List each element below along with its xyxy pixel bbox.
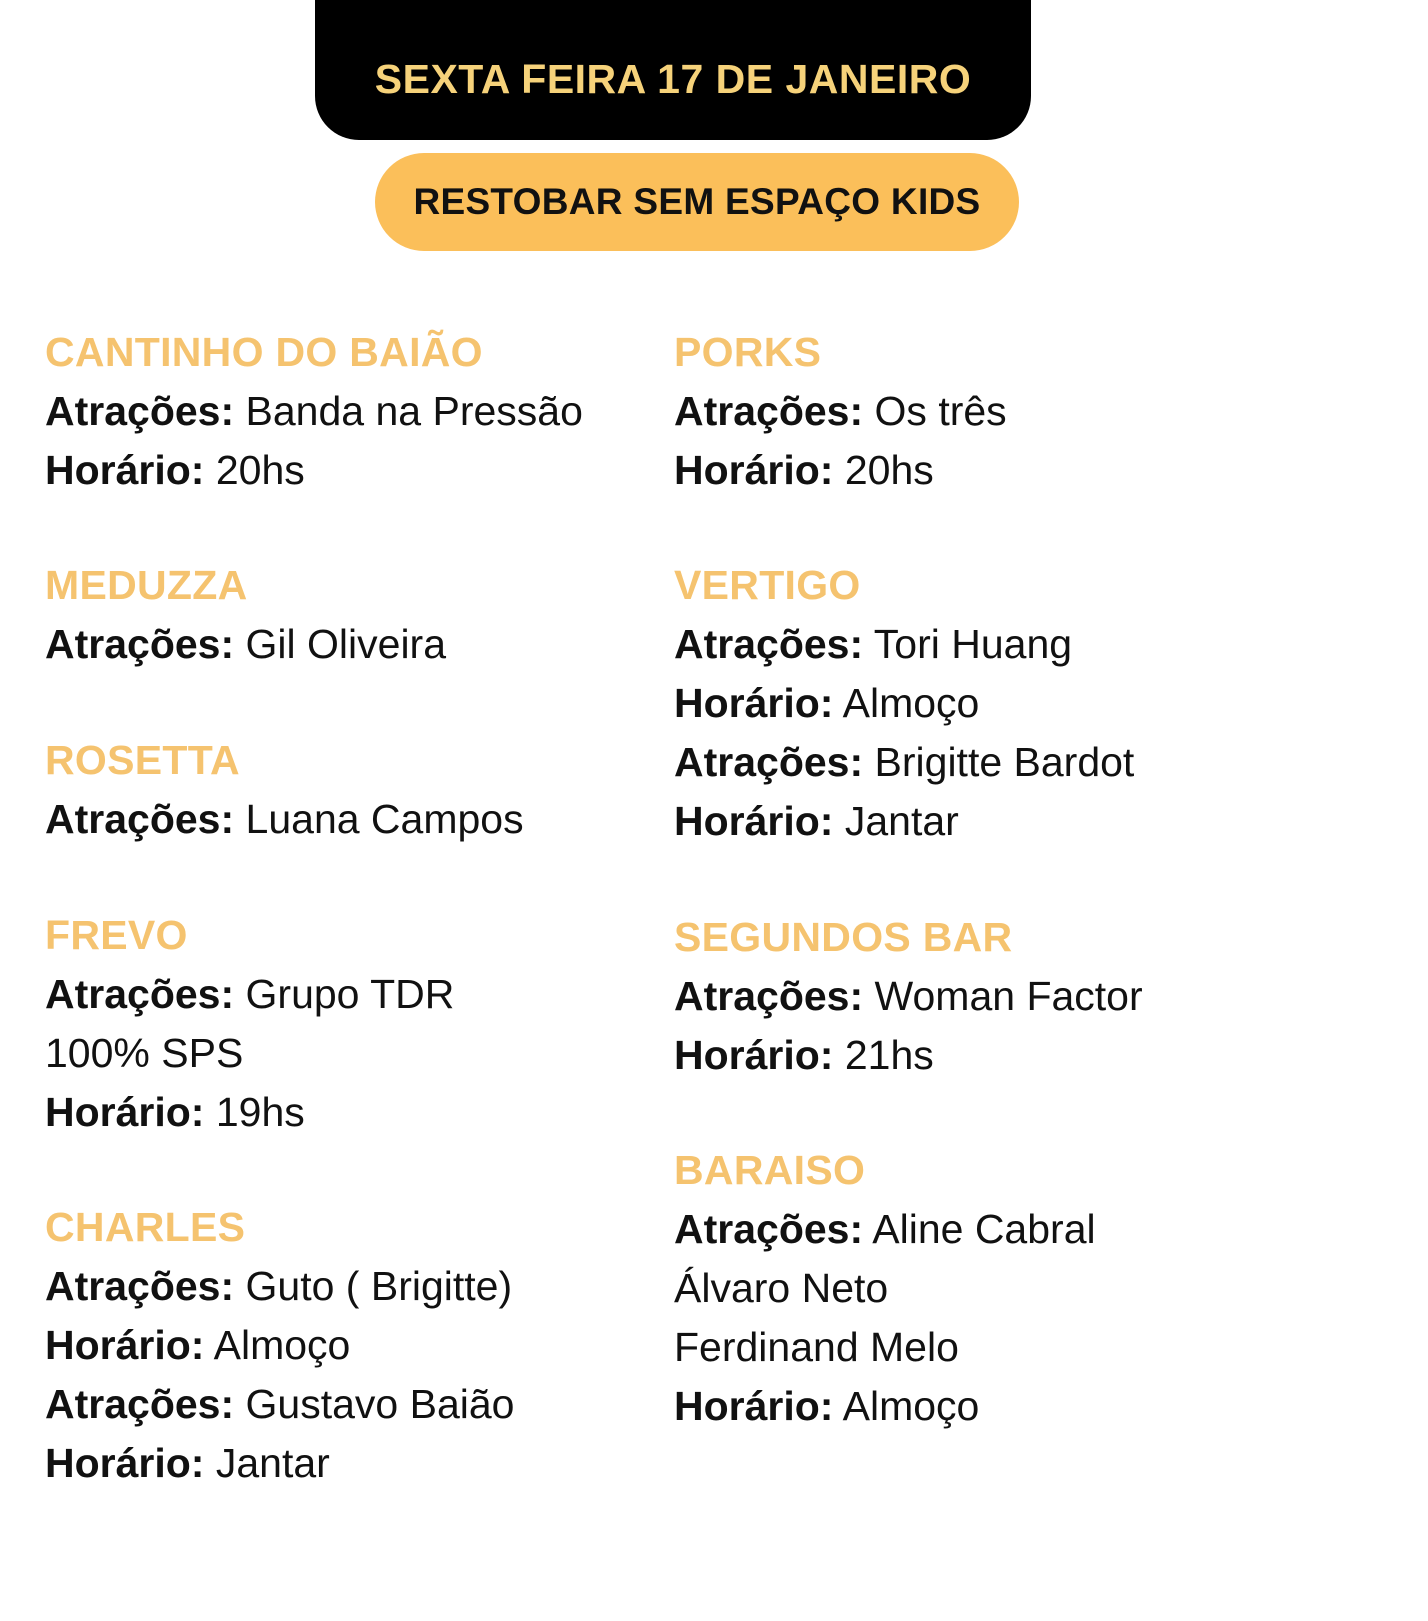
attractions-line (674, 382, 1394, 441)
attractions-value: Tori Huang (873, 621, 1073, 667)
right-column (674, 322, 1394, 1436)
time-value: 20hs (215, 447, 305, 493)
venue-frevo (45, 905, 665, 1142)
attractions-label: Atrações: (674, 739, 864, 785)
time-line (45, 1316, 665, 1375)
time-line (674, 1026, 1394, 1085)
venue-name: PORKS (674, 329, 822, 375)
time-value: 21hs (844, 1032, 934, 1078)
time-value: Jantar (844, 798, 959, 844)
attractions-value: Grupo TDR (245, 971, 455, 1017)
venue-name: MEDUZZA (45, 562, 248, 608)
attractions-line (674, 967, 1394, 1026)
time-label: Horário: (674, 1032, 834, 1078)
attractions-label: Atrações: (674, 388, 864, 434)
time-value: 20hs (844, 447, 934, 493)
attractions-line (674, 615, 1394, 674)
time-label: Horário: (45, 1089, 205, 1135)
time-line (674, 441, 1394, 500)
attractions-value: Guto ( Brigitte) (245, 1263, 513, 1309)
attractions-label: Atrações: (674, 1206, 864, 1252)
attractions-label: Atrações: (45, 971, 235, 1017)
attractions-line (45, 790, 665, 849)
venue-type-badge (375, 153, 1019, 251)
attractions-value: Luana Campos (245, 796, 524, 842)
event-date: SEXTA FEIRA 17 DE JANEIRO (374, 55, 972, 102)
venue-name: CANTINHO DO BAIÃO (45, 329, 483, 375)
attractions-extra: Ferdinand Melo (674, 1324, 959, 1370)
time-line (674, 674, 1394, 733)
venue-baraiso (674, 1140, 1394, 1436)
attractions-line (45, 1257, 665, 1316)
attractions-value: Aline Cabral (872, 1206, 1096, 1252)
venue-name: SEGUNDOS BAR (674, 914, 1013, 960)
attractions-value: Banda na Pressão (245, 388, 583, 434)
venue-cantinho-do-baiao (45, 322, 665, 500)
time-value: Almoço (842, 1383, 980, 1429)
attractions-line (674, 733, 1394, 792)
time-value: 19hs (215, 1089, 305, 1135)
venue-type-label: RESTOBAR SEM ESPAÇO KIDS (413, 181, 981, 222)
venue-charles (45, 1197, 665, 1493)
attractions-label: Atrações: (45, 388, 235, 434)
attractions-label: Atrações: (45, 796, 235, 842)
attractions-line (674, 1200, 1394, 1259)
left-column (45, 322, 665, 1493)
time-label: Horário: (674, 1383, 834, 1429)
time-line (45, 1434, 665, 1493)
venue-name: BARAISO (674, 1147, 866, 1193)
time-label: Horário: (45, 447, 205, 493)
attractions-value: Brigitte Bardot (874, 739, 1135, 785)
venue-meduzza (45, 555, 665, 674)
attractions-line (45, 382, 665, 441)
venue-porks (674, 322, 1394, 500)
attractions-label: Atrações: (674, 973, 864, 1019)
attractions-value: Gil Oliveira (245, 621, 447, 667)
attractions-value: Woman Factor (874, 973, 1143, 1019)
attractions-line (45, 615, 665, 674)
time-label: Horário: (674, 680, 834, 726)
time-label: Horário: (674, 447, 834, 493)
time-label: Horário: (45, 1322, 205, 1368)
attractions-value: Gustavo Baião (245, 1381, 515, 1427)
time-value: Almoço (213, 1322, 351, 1368)
time-value: Almoço (842, 680, 980, 726)
attractions-line (45, 965, 665, 1024)
venue-name: VERTIGO (674, 562, 861, 608)
attractions-line (45, 1375, 665, 1434)
attractions-label: Atrações: (674, 621, 864, 667)
attractions-label: Atrações: (45, 1381, 235, 1427)
time-line (45, 1083, 665, 1142)
time-line (674, 1377, 1394, 1436)
venue-name: FREVO (45, 912, 188, 958)
attractions-extra: Álvaro Neto (674, 1265, 889, 1311)
time-line (674, 792, 1394, 851)
time-value: Jantar (215, 1440, 330, 1486)
attractions-value: Os três (874, 388, 1007, 434)
venue-rosetta (45, 730, 665, 849)
attractions-extra: 100% SPS (45, 1030, 244, 1076)
date-banner (315, 0, 1031, 140)
time-line (45, 441, 665, 500)
time-label: Horário: (45, 1440, 205, 1486)
venue-name: CHARLES (45, 1204, 246, 1250)
venue-vertigo (674, 555, 1394, 851)
venue-name: ROSETTA (45, 737, 240, 783)
venue-segundos-bar (674, 907, 1394, 1085)
time-label: Horário: (674, 798, 834, 844)
attractions-label: Atrações: (45, 1263, 235, 1309)
attractions-label: Atrações: (45, 621, 235, 667)
